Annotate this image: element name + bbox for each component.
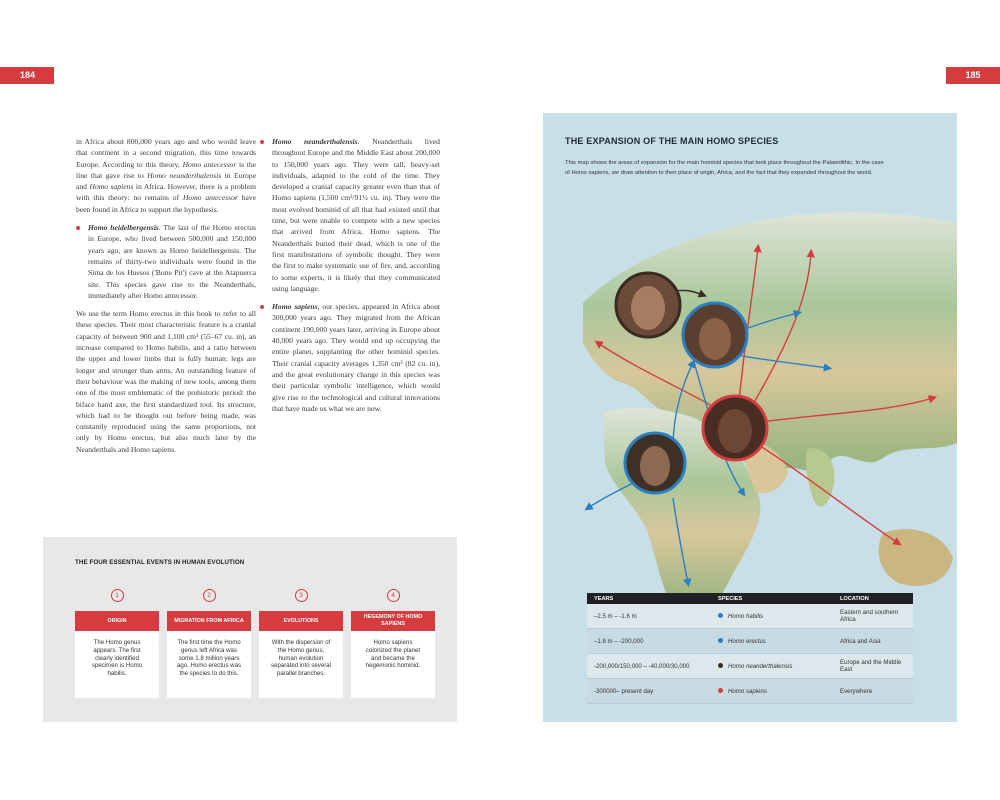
legend-species: Homo habilis <box>711 604 833 629</box>
neanderthal-portrait <box>616 273 680 337</box>
page-number-right: 185 <box>946 67 1000 84</box>
legend-species: Homo sapiens <box>711 679 833 704</box>
paragraph-antecessor: in Africa about 800,000 years ago and who would leave that continent in a second migration, this time towards Europe. According to this theory, Homo antecessor is the line that gave rise to Homo neanderthalensis in Europe and Homo sapiens in Africa. However, there is a problem with this theory: no remains of Homo antecessor have been found in Africa to support the hypothesis. <box>76 137 257 214</box>
event-card-4 <box>351 589 435 698</box>
map-title: THE EXPANSION OF THE MAIN HOMO SPECIES <box>565 136 779 146</box>
events-title: THE FOUR ESSENTIAL EVENTS IN HUMAN EVOLUTION <box>75 559 245 566</box>
event-card-3 <box>259 589 343 698</box>
species-dot <box>718 638 723 643</box>
event-number: 3 <box>295 589 308 602</box>
legend-row <box>587 604 913 629</box>
event-card-2 <box>167 589 251 698</box>
legend-years: –2.5 m – -1.6 m <box>587 604 711 629</box>
bullet-heidelbergensis: Homo heidelbergensis. The last of the Homo erectus in Europe, who lived between 500,000 and 150,000 years ago, are known as Homo heidelbergensis. The remains of thirty-two individuals were found in the Sima de los Huesos ('Bone Pit') cave at the Atapuerca site. This species gave rise to the Neanderthals, immediately after Homo antecessor. <box>76 222 256 301</box>
bullet-sapiens: Homo sapiens, our species, appeared in Africa about 300,000 years ago. They migrated from the African continent 190,000 years later, arriving in Europe about 40,000 years ago. They would end up occupying the entire planet, supplanting the other hominid species. Their cranial capacity averages 1,350 cm³ (82 cu. in), and the great evolutionary change in this species was their particular symbolic intelligence, which would give rise to the technological and cultural innovations that have made us what we are now. <box>260 301 440 414</box>
paragraph-erectus: We use the term Homo erectus in this book to refer to all these species. Their most characteristic feature is a cranial capacity of between 900 and 1,100 cm³ (55–67 cu. in), an increase compared to Homo habilis, and a ratio between the upper and lower limbs that is fully human: legs are longer and stronger than arms. An outstanding feature of their behaviour was the making of new tools, among them one of the most emblematic of the prehistoric period: the biface hand axe, the first standardized tool. Its structure, which had to be thought out before being made, was constantly reproduced using the same proportions, not only by Homo erectus, but also much later by the Neanderthals and Homo sapiens. <box>76 309 256 454</box>
legend-row <box>587 654 913 679</box>
species-dot <box>718 613 723 618</box>
legend-years: -200,000/150,000 – -40,000/30,000 <box>587 654 711 679</box>
event-heading: HEGEMONY OF HOMO SAPIENS <box>351 611 435 631</box>
habilis-portrait <box>625 433 685 493</box>
event-heading: ORIGIN <box>75 611 159 631</box>
event-body: The first time the Homo genus left Africa was some 1.8 million years ago. Homo erectus was the species to do this. <box>167 631 251 698</box>
event-number: 1 <box>111 589 124 602</box>
map-panel <box>543 113 957 722</box>
event-number: 2 <box>203 589 216 602</box>
legend-row <box>587 629 913 654</box>
legend-header-species: SPECIES <box>711 593 833 604</box>
legend-header-location: LOCATION <box>833 593 913 604</box>
legend-location: Eastern and southern Africa <box>833 604 913 629</box>
page-number-left: 184 <box>0 67 54 84</box>
event-number: 4 <box>387 589 400 602</box>
event-body: The Homo genus appears. The first clearly identified specimen is Homo habilis. <box>75 631 159 698</box>
legend-years: -300000– present day <box>587 679 711 704</box>
sapiens-portrait <box>703 396 767 460</box>
species-legend-table <box>587 593 913 704</box>
essential-events-box <box>43 537 457 722</box>
legend-species: Homo erectus <box>711 629 833 654</box>
legend-years: –1.8 m – -200,000 <box>587 629 711 654</box>
legend-header-row <box>587 593 913 604</box>
legend-location: Everywhere <box>833 679 913 704</box>
event-body: Homo sapiens colonized the planet and became the hegemonic hominid. <box>351 631 435 698</box>
event-card-1 <box>75 589 159 698</box>
event-heading: EVOLUTIONS <box>259 611 343 631</box>
legend-location: Europe and the Middle East <box>833 654 913 679</box>
text-column-1 <box>76 136 256 462</box>
legend-location: Africa and Asia <box>833 629 913 654</box>
legend-row <box>587 679 913 704</box>
map-intro: This map shows the areas of expansion for the main hominid species that took place throughout the Palaeolithic. In the case of Homo sapiens, we draw attention to their place of origin, Africa, and the fact that they expanded throughout the world. <box>565 160 884 176</box>
event-body: With the dispersion of the Homo genus, human evolution separated into several parallel branches. <box>259 631 343 698</box>
legend-species: Homo neanderthalensis <box>711 654 833 679</box>
species-dot <box>718 688 723 693</box>
bullet-neanderthalensis: Homo neanderthalensis. Neanderthals lived throughout Europe and the Middle East about 200,000 to 150,000 years ago. They were tall, heavy-set individuals, adapted to the cold of the time. They developed a cranial capacity greater even than that of Homo sapiens (1,500 cm³/91½ cu. in). They were the most evolved hominid of all that had existed until that time, but were unable to compete with a new species that arrived from Africa, Homo sapiens. The Neanderthals buried their dead, which is one of the first manifestations of symbolic thought. They were the first to make systematic use of fire, and, according to some experts, it is likely that they communicated using language. <box>260 136 440 294</box>
text-column-2 <box>260 136 440 421</box>
event-heading: MIGRATION FROM AFRICA <box>167 611 251 631</box>
species-dot <box>718 663 723 668</box>
erectus-portrait <box>683 303 747 367</box>
legend-header-years: YEARS <box>587 593 711 604</box>
